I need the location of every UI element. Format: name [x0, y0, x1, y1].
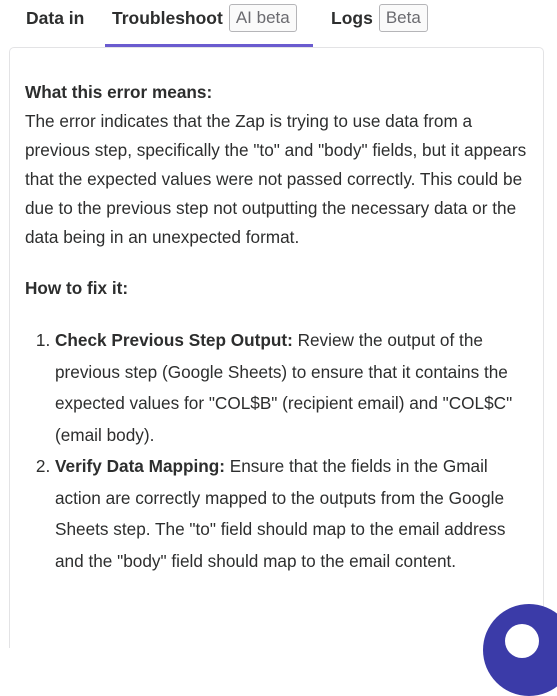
list-item: [55, 325, 535, 451]
meaning-heading: What this error means:: [25, 82, 213, 102]
step-title: Check Previous Step Output:: [55, 330, 293, 350]
tab-logs[interactable]: [331, 0, 428, 36]
tab-bar: [0, 0, 557, 47]
fix-heading: How to fix it:: [25, 278, 129, 298]
step-text: Review the output of the previous step (Google Sheets) to ensure that it contains the expected values for "COL$B" (recipient email) and "COL$C" (email body).: [55, 330, 513, 445]
tab-data-in[interactable]: [26, 0, 84, 36]
beta-badge: Beta: [379, 4, 428, 32]
list-item: [55, 451, 535, 577]
tab-troubleshoot-label: Troubleshoot: [112, 7, 223, 28]
fix-steps-list: [25, 325, 535, 577]
step-title: Verify Data Mapping:: [55, 456, 225, 476]
tab-logs-label: Logs: [331, 7, 373, 28]
ai-beta-badge: AI beta: [229, 4, 297, 32]
chat-bubble-icon: [505, 624, 539, 658]
tab-data-in-label: Data in: [26, 7, 85, 28]
tab-troubleshoot[interactable]: [105, 0, 313, 47]
troubleshoot-content: [25, 78, 535, 577]
meaning-text: The error indicates that the Zap is trying to use data from a previous step, specifically the "to" and "body" fields, but it appears that the expected values were not passed correctly. This could be due to the previous step not outputting the necessary data or the data being in an unexpected format.: [25, 111, 527, 247]
step-text: Ensure that the fields in the Gmail action are correctly mapped to the outputs from the Google Sheets step. The "to" field should map to the email address and the "body" field should map to the email content.: [55, 456, 506, 571]
